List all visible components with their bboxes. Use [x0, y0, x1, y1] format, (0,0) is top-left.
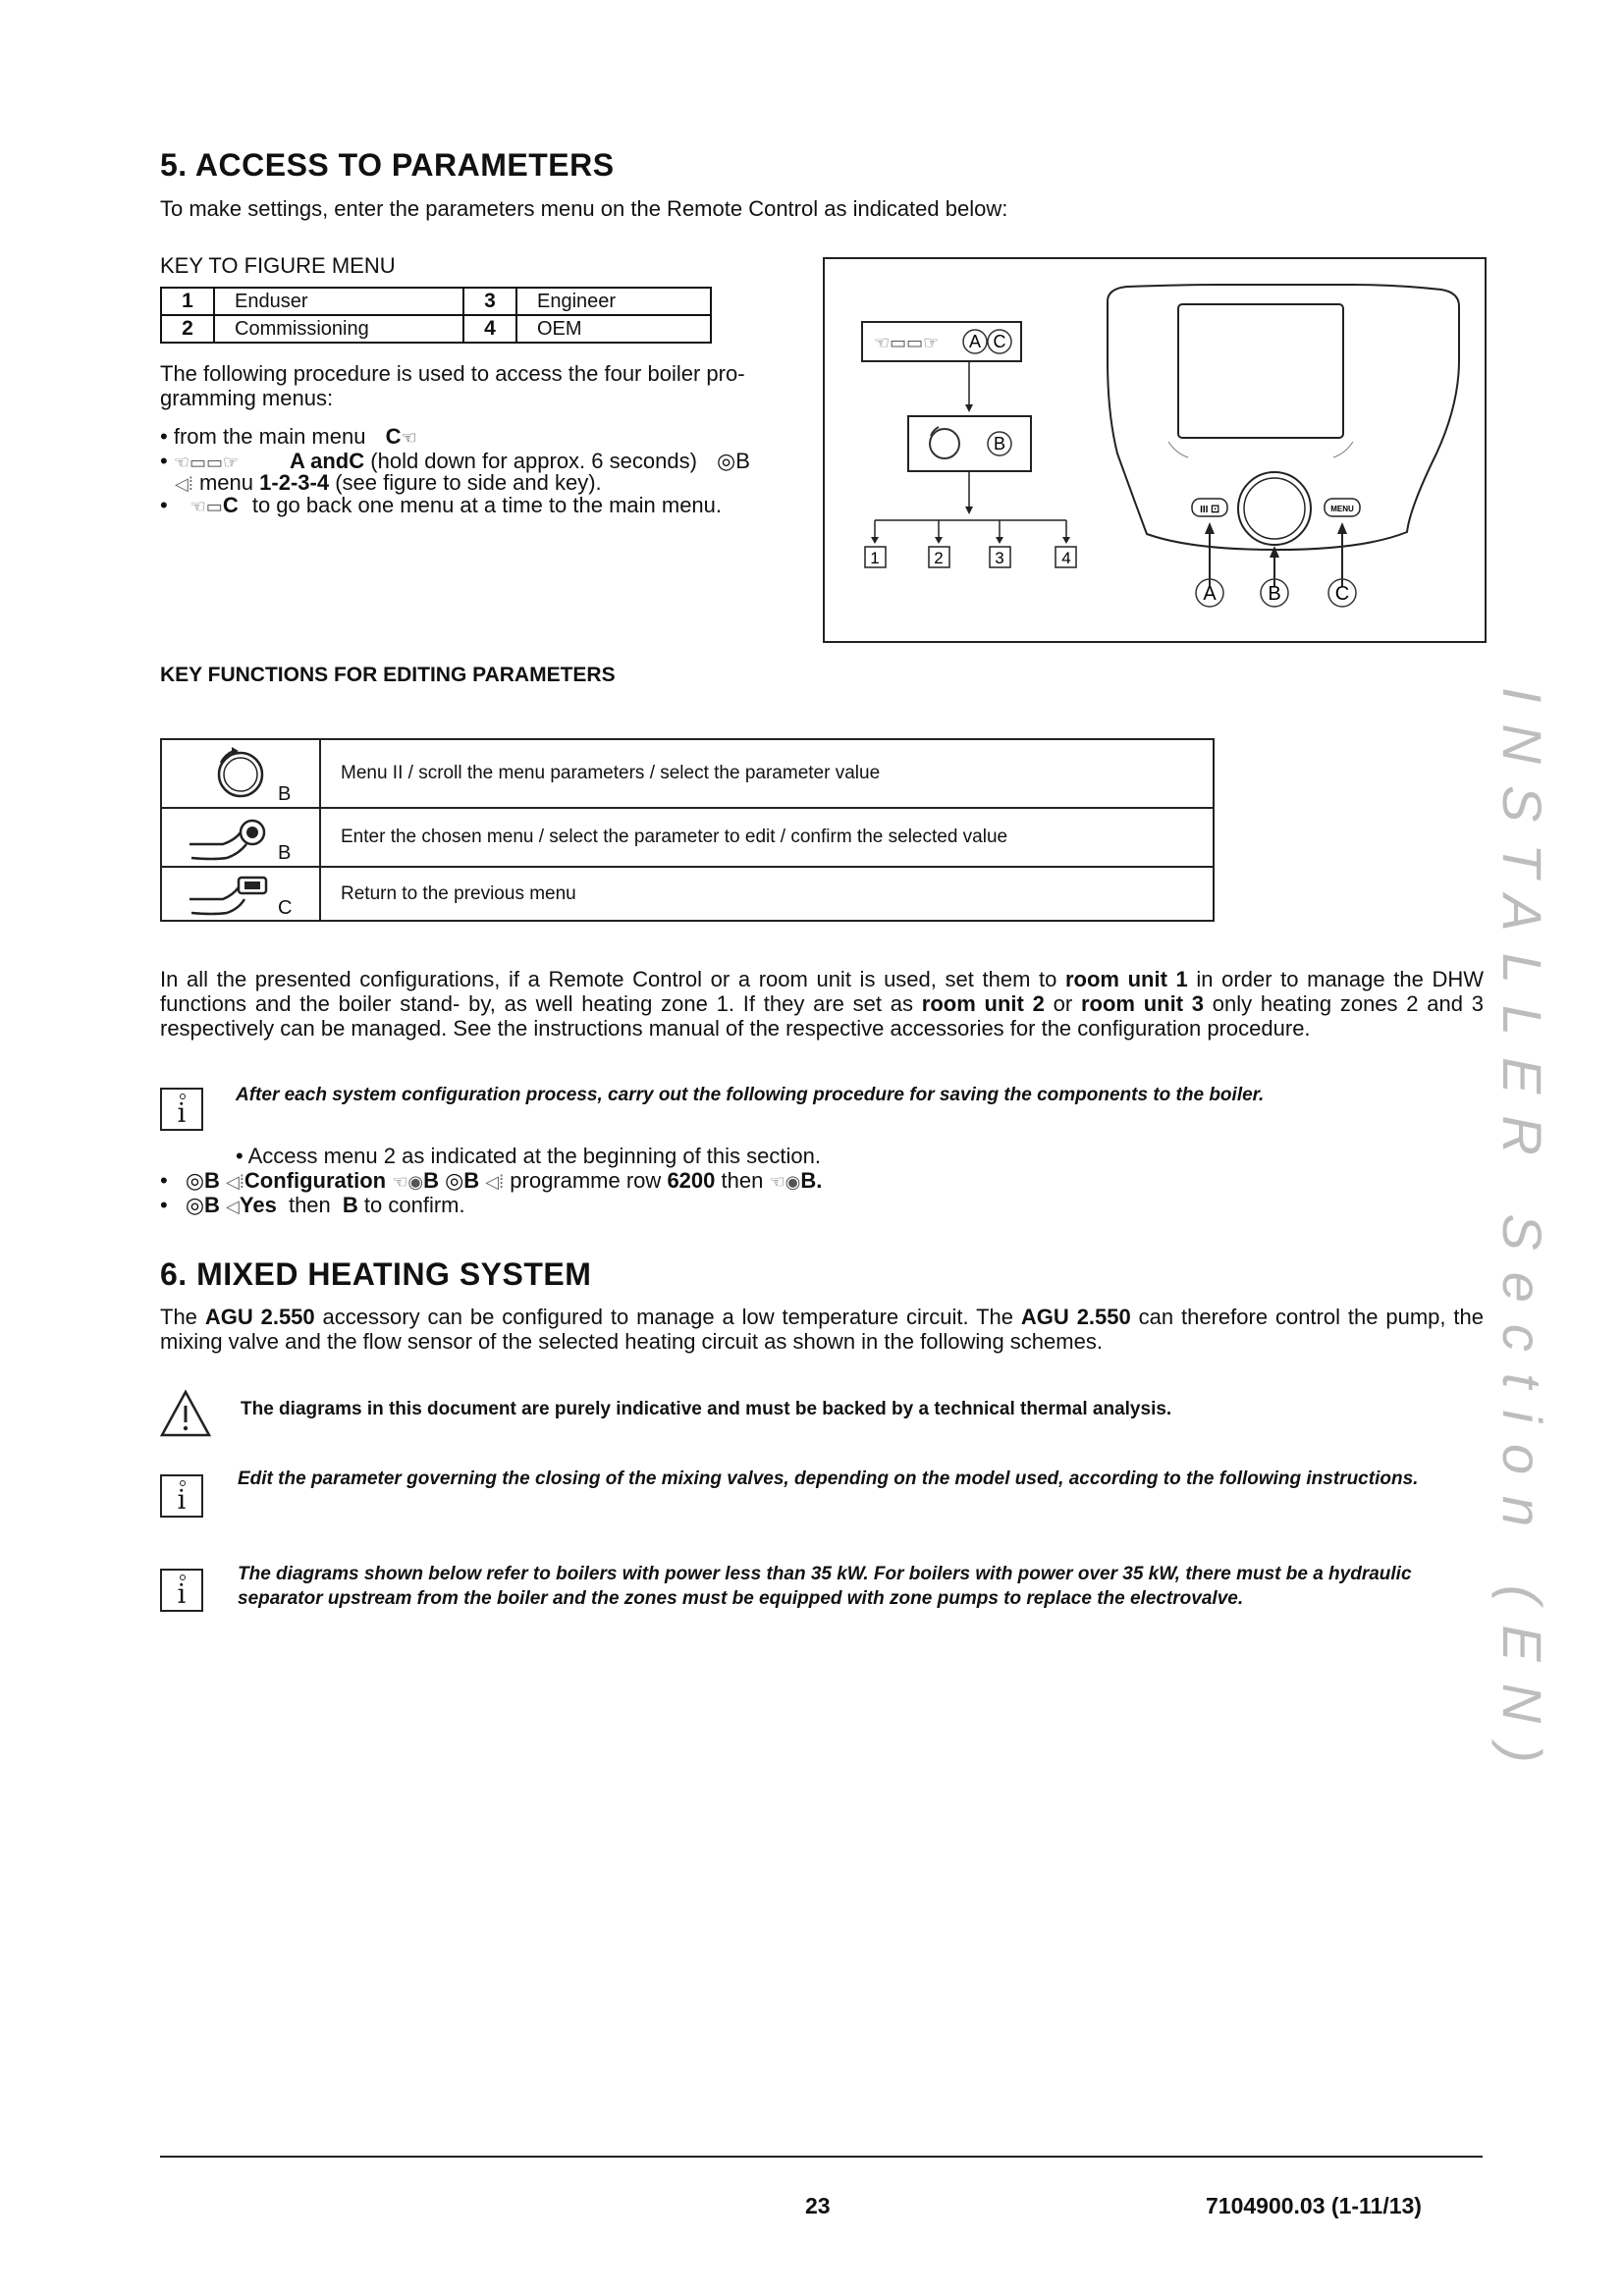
rotary-knob-icon: ◎	[445, 1168, 464, 1193]
menu-number-4: 4	[1061, 549, 1071, 567]
rotary-knob-icon: ◎	[185, 1168, 205, 1193]
svg-text:MENU: MENU	[1330, 505, 1354, 513]
procedure-intro: The following procedure is used to access the four boiler pro-gramming menus:	[160, 361, 745, 410]
step-text: from the main menu	[173, 424, 366, 449]
step-text: menu	[198, 470, 254, 495]
rotary-knob-icon: ◎	[717, 449, 736, 473]
key-functions-title: KEY FUNCTIONS FOR EDITING PARAMETERS	[160, 664, 616, 686]
section5-intro: To make settings, enter the parameters menu on the Remote Control as indicated below:	[160, 196, 1008, 221]
paragraph-bold: room unit 2	[921, 991, 1045, 1016]
paragraph-text: can therefore control the pump, the mixing valve and the flow sensor of the selected heating circuit as shown in the following schemes.	[160, 1305, 1484, 1354]
knob-b-label: B	[423, 1168, 439, 1193]
scroll-arrow-icon: ◁	[226, 1197, 240, 1216]
info-icon: i	[160, 1088, 203, 1131]
table-row	[161, 867, 1214, 921]
rotary-knob	[1238, 472, 1311, 545]
document-reference: 7104900.03 (1-11/13)	[1206, 2193, 1422, 2218]
menu-number-2: 2	[934, 549, 944, 567]
rotary-knob-icon: ◎	[185, 1193, 205, 1217]
hand-press-icon: ☜	[401, 428, 417, 448]
function-text: Return to the previous menu	[320, 867, 1214, 921]
key-functions-table	[160, 738, 1215, 922]
section6-paragraph	[160, 1305, 1484, 1354]
paragraph-text: In all the presented configurations, if a Remote Control or a room unit is used, set them to	[160, 967, 1065, 991]
paragraph-bold: room unit 3	[1080, 991, 1205, 1016]
knob-b-label: B.	[800, 1168, 823, 1193]
paragraph-bold: AGU 2.550	[1020, 1305, 1131, 1329]
step-text: then	[288, 1193, 331, 1217]
table-row	[161, 808, 1214, 867]
table-row	[161, 739, 1214, 808]
paragraph-bold: room unit 1	[1064, 967, 1188, 991]
step-text: programme row	[510, 1168, 662, 1193]
label-b: B	[993, 434, 1006, 454]
paragraph-bold: AGU 2.550	[204, 1305, 315, 1329]
table-row	[161, 315, 711, 343]
label-a: A	[968, 332, 982, 351]
function-text: Enter the chosen menu / select the parameter to edit / confirm the selected value	[320, 808, 1214, 867]
page-number: 23	[805, 2193, 831, 2218]
menu-numbers: 1-2-3-4	[259, 470, 330, 495]
function-icon-cell	[161, 867, 320, 921]
hand-press-both-icon: ☜▭▭☞	[173, 453, 240, 472]
paragraph-text: accessory can be configured to manage a low temperature circuit. The	[314, 1305, 1021, 1329]
scroll-arrow-icon: ◁⁞	[175, 474, 193, 494]
label-c: C	[993, 332, 1006, 351]
note-diagrams-power: The diagrams shown below refer to boilers with power less than 35 kW. For boilers with power over 35 kW, there must be a hydraulic separator upstream from the boiler and the zones must be equipped with zone pumps to replace the electrovalve.	[238, 1564, 1412, 1609]
footer-divider	[160, 2156, 1483, 2158]
paragraph-text: in order to manage the DHW functions and the boiler stand- by, as well heating zone 1. If they are set as	[160, 967, 1484, 1016]
display-screen	[1178, 304, 1343, 438]
function-letter: B	[278, 842, 292, 864]
warning-icon	[160, 1389, 211, 1438]
step-2: • ☜▭▭☞ A andC (hold down for approx. 6 seconds) ◎B	[160, 449, 750, 473]
rotary-knob-icon	[930, 429, 959, 458]
table-row	[161, 288, 711, 315]
buttons-ac-label: A andC	[289, 449, 365, 473]
remote-control-figure	[823, 257, 1487, 643]
button-c-label: C	[222, 493, 239, 517]
svg-text:III ⚀: III ⚀	[1200, 505, 1219, 515]
pointer-label-b: B	[1268, 583, 1281, 605]
hand-press-knob-icon	[184, 811, 292, 866]
note-mixing-valves: Edit the parameter governing the closing of the mixing valves, depending on the model used, according to the following instructions.	[238, 1468, 1419, 1489]
rotary-knob-icon	[201, 743, 290, 806]
paragraph-text: or	[1044, 991, 1081, 1016]
paragraph-text: only heating zones 2 and 3 respectively can be managed. See the instructions manual of the respective accessories for the configuration procedure.	[160, 991, 1485, 1041]
step-text: to go back one menu at a time to the main menu.	[251, 493, 723, 517]
hand-press-icon: ☜◉	[392, 1172, 424, 1192]
step-text: to confirm.	[363, 1193, 465, 1217]
configuration-paragraph	[160, 967, 1484, 1041]
key-title: KEY TO FIGURE MENU	[160, 253, 396, 278]
knob-b-label: B	[204, 1168, 220, 1193]
info-icon: i	[160, 1474, 203, 1518]
function-letter: C	[278, 897, 293, 919]
key-label: OEM	[516, 315, 711, 343]
function-text: Menu II / scroll the menu parameters / select the parameter value	[320, 739, 1214, 808]
step-3: • ☜▭C to go back one menu at a time to the main menu.	[160, 493, 723, 517]
save-step-2: • ◎B ◁⁞Configuration ☜◉B ◎B ◁⁞ programme row 6200 then ☜◉B.	[160, 1168, 823, 1193]
knob-b-label: B	[342, 1193, 358, 1217]
hand-press-both-icon: ☜▭▭☞	[874, 333, 940, 353]
scroll-arrow-icon: ◁⁞	[485, 1172, 505, 1192]
menu-key-table	[160, 287, 712, 344]
menu-number-3: 3	[995, 549, 1004, 567]
configuration-label: Configuration	[244, 1168, 387, 1193]
knob-b-label: B	[735, 449, 750, 473]
function-letter: B	[278, 783, 292, 805]
key-label: Commissioning	[214, 315, 463, 343]
side-tab	[1491, 687, 1569, 1785]
pointer-label-c: C	[1334, 583, 1350, 605]
hand-press-icon: ☜▭	[189, 497, 223, 516]
key-number: 2	[161, 315, 214, 343]
knob-b-box	[908, 416, 1031, 471]
scroll-arrow-icon: ◁⁞	[226, 1172, 244, 1192]
menu-number-1: 1	[870, 549, 880, 567]
paragraph-text: The	[160, 1305, 205, 1329]
button-c-label: C	[385, 424, 402, 449]
side-tab-label: INSTALLER Section (EN)	[1491, 687, 1553, 1785]
key-number: 4	[463, 315, 516, 343]
hand-press-button-icon	[184, 870, 292, 921]
key-label: Enduser	[214, 288, 463, 315]
key-label: Engineer	[516, 288, 711, 315]
step-text: (see figure to side and key).	[335, 470, 602, 495]
function-icon-cell	[161, 808, 320, 867]
note-save-components: After each system configuration process, carry out the following procedure for saving the components to the boiler.	[236, 1085, 1265, 1105]
yes-label: Yes	[239, 1193, 277, 1217]
section6-title: 6. MIXED HEATING SYSTEM	[160, 1256, 592, 1292]
knob-b-label: B	[463, 1168, 480, 1193]
info-icon: i	[160, 1569, 203, 1612]
function-icon-cell	[161, 739, 320, 808]
step-text: then	[721, 1168, 764, 1193]
save-step-3: • ◎B ◁Yes then B to confirm.	[160, 1193, 465, 1217]
pointer-label-a: A	[1203, 583, 1217, 605]
save-step-1: • Access menu 2 as indicated at the beginning of this section.	[236, 1144, 821, 1168]
knob-b-label: B	[204, 1193, 220, 1217]
hand-press-icon: ☜◉	[769, 1172, 801, 1192]
step-text: (hold down for approx. 6 seconds)	[370, 449, 697, 473]
remote-control-body	[1108, 285, 1459, 550]
key-number: 1	[161, 288, 214, 315]
step-1: • from the main menu C☜	[160, 424, 417, 449]
row-number: 6200	[667, 1168, 716, 1193]
section5-title: 5. ACCESS TO PARAMETERS	[160, 147, 615, 183]
key-number: 3	[463, 288, 516, 315]
warning-text: The diagrams in this document are purely indicative and must be backed by a technical thermal analysis.	[241, 1399, 1172, 1419]
